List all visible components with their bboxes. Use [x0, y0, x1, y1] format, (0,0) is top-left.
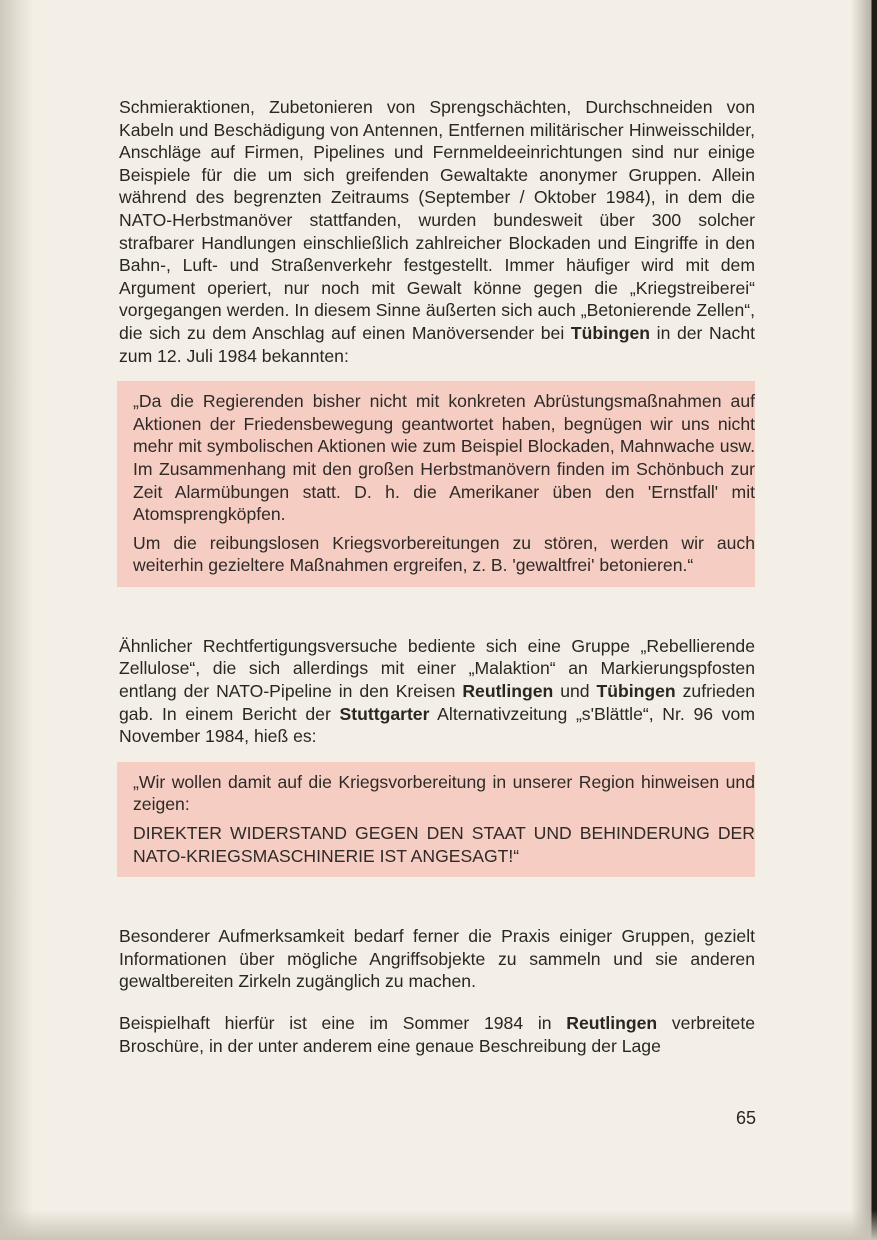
place-name-bold: Stuttgarter	[339, 703, 430, 724]
paragraph-brochure	[119, 1012, 755, 1057]
quote-text: DIREKTER WIDERSTAND GEGEN DEN STAAT UND BEHINDERUNG DER NATO-KRIEGSMASCHINERIE IST ANGESAGT!“	[133, 823, 755, 866]
paragraph-text: verbreitete Broschüre, in der unter anderem eine genaue Beschreibung der Lage	[119, 1013, 755, 1056]
place-name-bold: Tübingen	[570, 322, 651, 343]
paragraph-information-gathering: Besonderer Aufmerksamkeit bedarf ferner die Praxis einiger Gruppen, gezielt Informationen über mögliche Angriffsobjekte zu sammeln und sie anderen gewaltbereiten Zirkeln zugänglich zu machen.	[119, 926, 755, 992]
place-name-bold: Reutlingen	[462, 681, 554, 702]
paragraph-text: und	[553, 681, 597, 702]
paragraph-text: Alternativzeitung „s'Blättle“, Nr. 96 vom November 1984, hieß es:	[119, 703, 755, 747]
page-number: 65	[735, 1108, 756, 1128]
paragraph-text: Schmieraktionen, Zubetonieren von Sprengschächten, Durchschneiden von Kabeln und Beschädigung von Antennen, Entfernen militärischer Hinweisschilder, Anschläge auf Firmen, Pipelines und Fernmeldeeinrichtungen sind nur einige Beispiele für die um sich greifenden Gewaltakte anonymer Gruppen. Allein während des begrenzten Zeitraums (September / Oktober 1984), in dem die NATO-Herbstmanöver stattfanden, wurden bundesweit über 300 solcher strafbarer Handlungen einschließlich zahlreicher Blockaden und Eingriffe in den Bahn-, Luft- und Straßenverkehr festgestellt. Immer häufiger wird mit dem Argument operiert, nur noch mit Gewalt könne gegen die „Kriegstreiberei“ vorgegangen werden. In diesem Sinne äußerten sich auch „Betonierende Zellen“, die sich zu dem Anschlag auf einen Manöversender bei	[119, 97, 755, 343]
paragraph-text: Ähnlicher Rechtfertigungsversuche bediente sich eine Gruppe „Rebellierende Zellulose“, die sich allerdings mit einer „Malaktion“ an Markierungspfosten entlang der NATO-Pipeline in den Kreisen	[119, 635, 755, 702]
paragraph-vandalism-acts	[119, 96, 755, 367]
quote-box-betonierende-zellen	[117, 381, 755, 587]
page-body	[119, 96, 755, 1057]
quote-text: „Wir wollen damit auf die Kriegsvorbereitung in unserer Region hinweisen und zeigen:	[133, 771, 755, 815]
paragraph-rebellierende-zellulose	[119, 635, 755, 748]
paragraph-text: Beispielhaft hierfür ist eine im Sommer 1984 in	[119, 1013, 567, 1033]
page-edge-shadow	[851, 0, 877, 1240]
quote-box-s-blaettle	[117, 762, 755, 877]
page-bottom-shadow	[0, 1210, 877, 1240]
place-name-bold: Tübingen	[596, 681, 676, 702]
paragraph-text: zufrieden gab. In einem Bericht der	[119, 681, 756, 724]
page-gutter-shadow	[0, 0, 34, 1240]
paragraph-text: in der Nacht zum 12. Juli 1984 bekannten:	[119, 322, 756, 366]
quote-text: Um die reibungslosen Kriegsvorbereitungen zu stören, werden wir auch weiterhin gezieltere Maßnahmen ergreifen, z. B. 'gewaltfrei' betonieren.“	[133, 532, 755, 576]
quote-text: „Da die Regierenden bisher nicht mit konkreten Abrüstungsmaßnahmen auf Aktionen der Friedensbewegung geantwortet haben, begnügen wir uns nicht mehr mit symbolischen Aktionen wie zum Beispiel Blockaden, Mahnwache usw. Im Zusammenhang mit den großen Herbstmanövern finden im Schönbuch zur Zeit Alarmübungen statt. D. h. die Amerikaner üben den 'Ernstfall' mit Atomsprengköpfen.	[133, 391, 755, 525]
place-name-bold: Reutlingen	[566, 1013, 658, 1033]
